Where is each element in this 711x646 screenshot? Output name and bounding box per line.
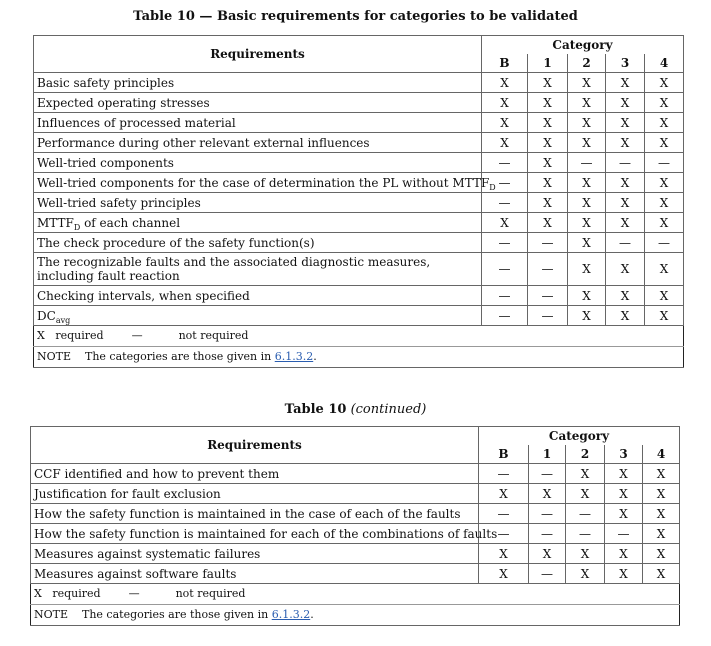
note-label: NOTE xyxy=(37,350,72,363)
category-mark: X xyxy=(643,484,680,504)
category-mark: X xyxy=(568,306,606,326)
table2-caption xyxy=(0,402,711,417)
requirement-subscript: D xyxy=(73,222,81,232)
category-mark: X xyxy=(605,564,643,584)
category-mark: X xyxy=(606,193,645,213)
table-row xyxy=(34,133,684,153)
requirement-cell xyxy=(34,193,482,213)
category-mark: X xyxy=(605,544,643,564)
requirement-cell xyxy=(34,233,482,253)
note xyxy=(34,347,684,368)
category-mark: X xyxy=(568,73,606,93)
table-row xyxy=(34,253,684,286)
category-mark: X xyxy=(605,464,643,484)
table-row xyxy=(34,193,684,213)
category-col-4: 4 xyxy=(645,54,684,73)
category-mark: X xyxy=(643,544,680,564)
category-mark: X xyxy=(566,564,605,584)
requirement-suffix: of each channel xyxy=(80,215,181,230)
legend-dash-text: not required xyxy=(178,329,249,342)
note-end: . xyxy=(313,350,317,363)
category-mark: X xyxy=(606,253,645,286)
category-mark: X xyxy=(482,133,528,153)
category-col-b: B xyxy=(482,54,528,73)
category-mark: X xyxy=(479,564,529,584)
table2-caption-suffix: (continued) xyxy=(350,402,427,417)
table-row xyxy=(34,153,684,173)
category-mark: X xyxy=(479,484,529,504)
requirement-text: MTTF xyxy=(37,215,74,230)
category-mark: — xyxy=(605,524,643,544)
category-mark: — xyxy=(529,564,566,584)
category-mark: X xyxy=(529,484,566,504)
note-end: . xyxy=(310,608,314,621)
category-mark: X xyxy=(568,213,606,233)
requirement-cell xyxy=(34,173,496,193)
requirement-text: Expected operating stresses xyxy=(37,95,210,110)
requirement-cell xyxy=(34,286,482,306)
category-mark: — xyxy=(479,524,529,544)
table-row xyxy=(31,524,680,544)
category-mark: — xyxy=(479,464,529,484)
legend-dash-symbol: — xyxy=(131,329,143,342)
legend-dash-symbol: — xyxy=(128,587,140,600)
table1-caption: Table 10 — Basic requirements for categories to be validated xyxy=(133,9,578,24)
category-mark: X xyxy=(482,73,528,93)
requirement-text: The check procedure of the safety function(s) xyxy=(37,235,315,250)
category-mark: X xyxy=(528,73,568,93)
category-mark: — xyxy=(482,233,528,253)
category-mark: X xyxy=(606,133,645,153)
category-mark: X xyxy=(645,73,684,93)
category-mark: X xyxy=(605,484,643,504)
category-mark: — xyxy=(528,306,568,326)
category-mark: — xyxy=(482,153,528,173)
category-mark: — xyxy=(482,253,528,286)
requirement-text: Performance during other relevant external influences xyxy=(37,135,370,150)
requirement-text: DC xyxy=(37,308,56,323)
requirement-text: Well-tried safety principles xyxy=(37,195,201,210)
requirement-text: How the safety function is maintained in the case of each of the faults xyxy=(34,506,461,521)
category-header: Category xyxy=(479,427,680,446)
category-mark: — xyxy=(566,524,605,544)
category-mark: X xyxy=(643,564,680,584)
table-row xyxy=(34,233,684,253)
legend xyxy=(34,326,684,347)
requirement-text: Basic safety principles xyxy=(37,75,175,90)
category-mark: — xyxy=(566,504,605,524)
legend xyxy=(31,584,680,605)
category-mark: X xyxy=(606,213,645,233)
category-mark: X xyxy=(482,113,528,133)
category-mark: X xyxy=(482,213,528,233)
requirement-cell xyxy=(34,153,482,173)
category-mark: — xyxy=(645,233,684,253)
category-mark: — xyxy=(529,464,566,484)
requirement-subscript: D xyxy=(489,182,496,192)
table-row xyxy=(31,544,680,564)
requirement-text: Checking intervals, when specified xyxy=(37,288,250,303)
note-ref-link[interactable]: 6.1.3.2 xyxy=(271,608,311,621)
category-mark: X xyxy=(643,524,680,544)
category-mark: X xyxy=(528,113,568,133)
category-mark: — xyxy=(479,504,529,524)
category-mark: X xyxy=(606,173,645,193)
requirement-cell xyxy=(34,113,482,133)
table-row xyxy=(34,93,684,113)
legend-dash-text: not required xyxy=(175,587,246,600)
category-mark: X xyxy=(645,113,684,133)
category-col-2: 2 xyxy=(566,445,605,464)
requirement-cell xyxy=(34,253,482,286)
category-mark: X xyxy=(528,93,568,113)
category-mark: X xyxy=(566,544,605,564)
requirement-cell xyxy=(34,93,482,113)
requirements-header: Requirements xyxy=(34,36,482,73)
category-mark: X xyxy=(568,173,606,193)
category-mark: — xyxy=(529,504,566,524)
category-mark: — xyxy=(606,153,645,173)
requirement-text: The recognizable faults and the associated diagnostic measures, including fault reaction xyxy=(37,255,431,283)
category-mark: X xyxy=(528,173,568,193)
category-mark: — xyxy=(482,306,528,326)
requirement-text: Well-tried components for the case of determination the PL without MTTF xyxy=(37,175,490,190)
note-ref-link[interactable]: 6.1.3.2 xyxy=(274,350,314,363)
category-mark: X xyxy=(479,544,529,564)
requirement-cell xyxy=(34,213,482,233)
category-col-1: 1 xyxy=(529,445,566,464)
requirement-cell xyxy=(31,464,479,484)
category-mark: — xyxy=(528,233,568,253)
category-mark: X xyxy=(645,173,684,193)
category-mark: X xyxy=(528,133,568,153)
category-mark: X xyxy=(566,464,605,484)
note-label: NOTE xyxy=(34,608,69,621)
requirement-text: How the safety function is maintained for each of the combinations of faults xyxy=(34,526,498,541)
category-mark: X xyxy=(482,93,528,113)
requirement-cell xyxy=(34,306,482,326)
table2-caption-main: Table 10 xyxy=(284,402,347,417)
requirement-cell xyxy=(31,504,479,524)
requirement-subscript: avg xyxy=(55,315,71,325)
category-col-4: 4 xyxy=(643,445,680,464)
legend-x-text: required xyxy=(55,329,104,342)
requirement-cell xyxy=(31,524,498,544)
requirement-cell xyxy=(34,133,482,153)
requirement-text: Measures against systematic failures xyxy=(34,546,261,561)
category-mark: X xyxy=(568,286,606,306)
legend-x-text: required xyxy=(52,587,101,600)
category-mark: X xyxy=(568,193,606,213)
legend-x-symbol: X xyxy=(34,587,42,600)
table-row xyxy=(31,484,680,504)
category-col-2: 2 xyxy=(568,54,606,73)
category-mark: — xyxy=(645,153,684,173)
category-mark: — xyxy=(528,286,568,306)
category-mark: X xyxy=(605,504,643,524)
category-mark: X xyxy=(606,286,645,306)
table-row xyxy=(34,306,684,326)
table-row xyxy=(34,173,684,193)
category-mark: — xyxy=(482,193,528,213)
category-mark: — xyxy=(606,233,645,253)
category-mark: X xyxy=(606,73,645,93)
requirement-text: Measures against software faults xyxy=(34,566,237,581)
category-mark: X xyxy=(566,484,605,504)
category-mark: X xyxy=(606,306,645,326)
category-mark: — xyxy=(482,173,528,193)
category-mark: X xyxy=(645,133,684,153)
category-col-1: 1 xyxy=(528,54,568,73)
category-mark: — xyxy=(529,524,566,544)
category-mark: X xyxy=(568,93,606,113)
category-mark: X xyxy=(645,93,684,113)
category-mark: — xyxy=(568,153,606,173)
requirement-text: Influences of processed material xyxy=(37,115,236,130)
note-text: The categories are those given in xyxy=(82,608,272,621)
requirements-table-1 xyxy=(33,35,684,368)
table-row xyxy=(34,73,684,93)
category-mark: X xyxy=(568,113,606,133)
category-mark: X xyxy=(528,213,568,233)
table-row xyxy=(34,113,684,133)
requirement-cell xyxy=(31,484,479,504)
category-mark: X xyxy=(568,133,606,153)
category-mark: X xyxy=(645,306,684,326)
category-mark: X xyxy=(568,233,606,253)
category-mark: X xyxy=(645,253,684,286)
legend-x-symbol: X xyxy=(37,329,45,342)
note-text: The categories are those given in xyxy=(85,350,275,363)
category-mark: X xyxy=(528,193,568,213)
table-row xyxy=(31,504,680,524)
category-col-3: 3 xyxy=(605,445,643,464)
table-row xyxy=(31,464,680,484)
note xyxy=(31,605,680,626)
requirement-cell xyxy=(31,544,479,564)
requirement-cell xyxy=(31,564,479,584)
category-mark: X xyxy=(568,253,606,286)
category-mark: — xyxy=(482,286,528,306)
category-mark: X xyxy=(643,504,680,524)
category-mark: X xyxy=(645,213,684,233)
category-mark: X xyxy=(606,93,645,113)
category-col-3: 3 xyxy=(606,54,645,73)
category-mark: X xyxy=(643,464,680,484)
table-row xyxy=(31,564,680,584)
category-mark: X xyxy=(645,193,684,213)
category-mark: X xyxy=(528,153,568,173)
requirement-text: Justification for fault exclusion xyxy=(34,486,221,501)
category-header: Category xyxy=(482,36,684,55)
table-row xyxy=(34,286,684,306)
requirement-text: Well-tried components xyxy=(37,155,174,170)
requirement-cell xyxy=(34,73,482,93)
requirements-table-2 xyxy=(30,426,680,626)
requirement-text: CCF identified and how to prevent them xyxy=(34,466,280,481)
category-mark: — xyxy=(528,253,568,286)
category-mark: X xyxy=(606,113,645,133)
category-mark: X xyxy=(645,286,684,306)
category-col-b: B xyxy=(479,445,529,464)
requirements-header: Requirements xyxy=(31,427,479,464)
category-mark: X xyxy=(529,544,566,564)
table-row xyxy=(34,213,684,233)
